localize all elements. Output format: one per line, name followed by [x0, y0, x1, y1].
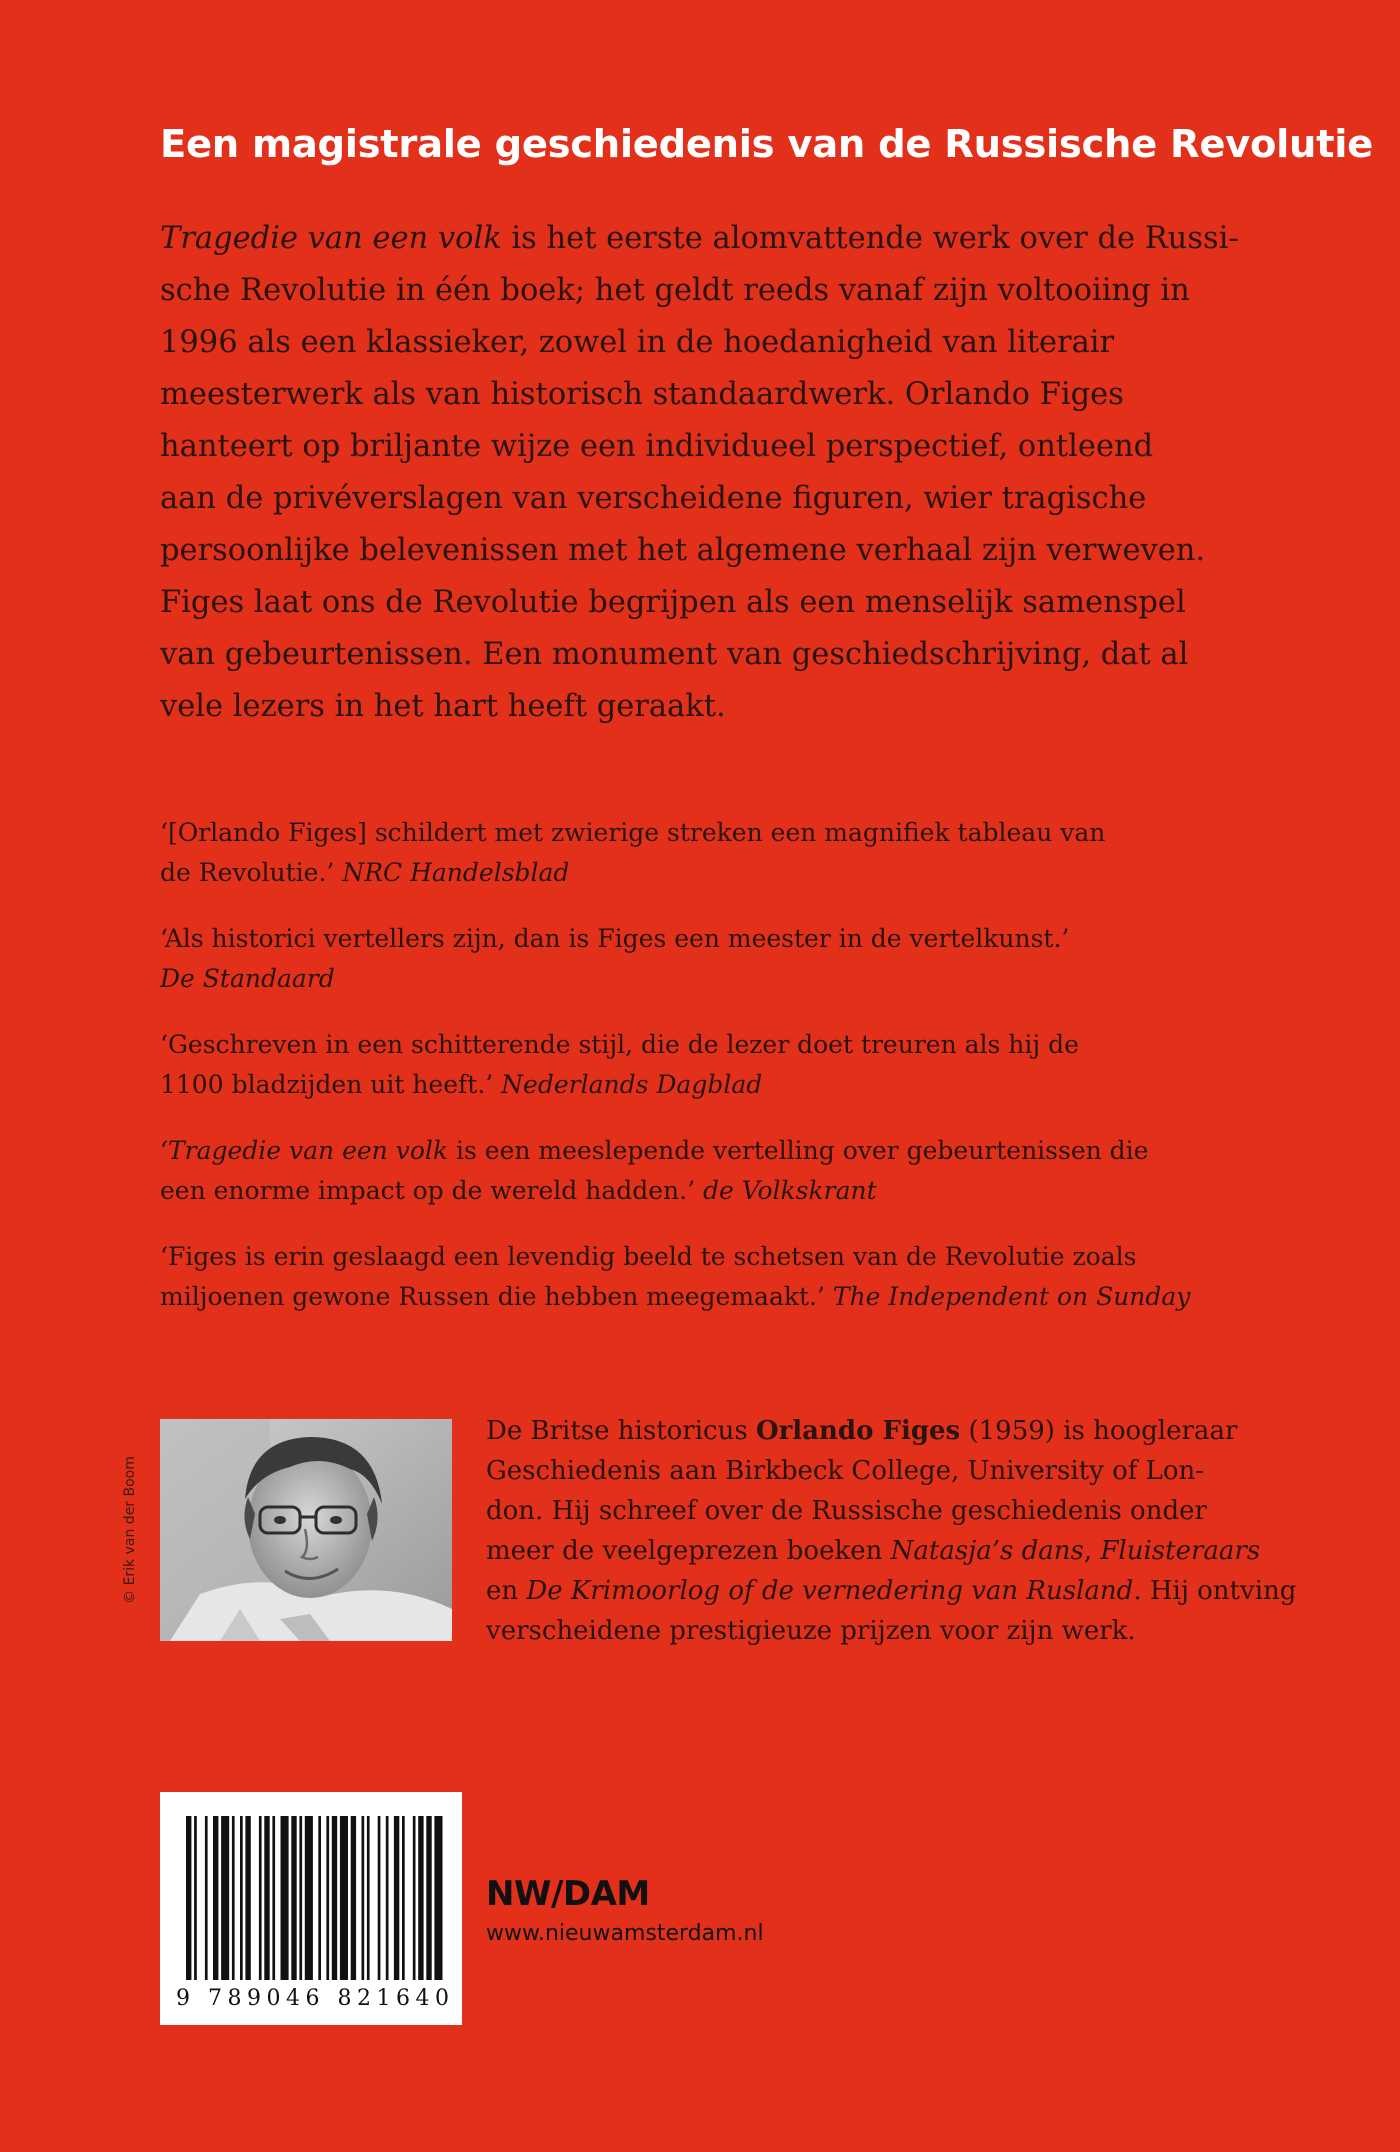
barcode-bar — [205, 1816, 208, 1980]
headline: Een magistrale geschiedenis van de Russische Revolutie — [160, 122, 1373, 167]
author-photo — [160, 1419, 452, 1641]
review-quote: ‘[Orlando Figes] schildert met zwierige streken een magnifiek tableau van de Revolutie.’ NRC Handelsblad — [160, 818, 1106, 887]
description-line: persoonlijke belevenissen met het algemene verhaal zijn verweven. — [160, 533, 1206, 568]
barcode-bar — [213, 1816, 218, 1980]
barcode-bar — [264, 1816, 269, 1980]
isbn-number: 9 789046 821640 — [176, 1986, 455, 2011]
description-line: Figes laat ons de Revolutie begrijpen als een menselijk samenspel — [160, 585, 1186, 620]
publisher-url: www.nieuwamsterdam.nl — [486, 1921, 764, 1946]
barcode-bar — [232, 1816, 235, 1980]
book-title: Natasja’s dans — [890, 1536, 1084, 1566]
barcode-bar — [332, 1816, 337, 1980]
barcode-bar — [272, 1816, 275, 1980]
review-source: NRC Handelsblad — [342, 858, 570, 887]
barcode-bar — [281, 1816, 289, 1980]
review-source: de Volkskrant — [702, 1176, 877, 1205]
publisher-logo: NW/DAM — [486, 1874, 650, 1914]
barcode-bar — [426, 1816, 431, 1980]
barcode-bar — [367, 1816, 370, 1980]
description-line: van gebeurtenissen. Een monument van geschiedschrijving, dat al — [160, 637, 1189, 672]
barcode-bar — [194, 1816, 197, 1980]
isbn-barcode — [160, 1792, 462, 2025]
author-bio: De Britse historicus Orlando Figes (1959) is hoogleraar Geschiedenis aan Birkbeck College, University of Lon- don. Hij schreef over de Russische geschiedenis onder meer de veelgeprezen boeken Natasja’s dans, Fluisteraars en De Krimoorlog of de vernedering van Rusland. Hij ontving verscheidene prestigieuze prijzen voor zijn werk. — [486, 1416, 1297, 1646]
description-line: aan de privéverslagen van verscheidene figuren, wier tragische — [160, 481, 1147, 516]
review-source: Nederlands Dagblad — [501, 1070, 763, 1099]
description-line: vele lezers in het hart heeft geraakt. — [160, 689, 726, 724]
description-line: Tragedie van een volk is het eerste alomvattende werk over de Russi- — [160, 221, 1239, 256]
review-quote: ‘Als historici vertellers zijn, dan is Figes een meester in de vertelkunst.’ De Standaard — [160, 924, 1070, 993]
barcode-bar — [318, 1816, 321, 1980]
barcode-bar — [245, 1816, 250, 1980]
photo-credit: © Erik van der Boom — [122, 1456, 138, 1604]
book-title: De Krimoorlog of de vernedering van Rusland — [526, 1576, 1134, 1606]
review-source: De Standaard — [160, 964, 335, 993]
barcode-bar — [378, 1816, 381, 1980]
description-line: 1996 als een klassieker, zowel in de hoedanigheid van literair — [160, 325, 1115, 360]
barcode-bar — [299, 1816, 302, 1980]
author-portrait-image — [160, 1419, 452, 1641]
barcode-icon — [160, 1792, 462, 1992]
barcode-bar — [340, 1816, 348, 1980]
book-title: Fluisteraars — [1100, 1536, 1261, 1566]
barcode-bar — [413, 1816, 416, 1980]
barcode-bar — [394, 1816, 399, 1980]
barcode-bar — [351, 1816, 356, 1980]
barcode-bar — [326, 1816, 329, 1980]
barcode-bar — [305, 1816, 313, 1980]
review-quote: ‘Tragedie van een volk is een meeslepende vertelling over gebeurtenissen die een enorme impact op de wereld hadden.’ de Volkskrant — [160, 1136, 1149, 1205]
barcode-bar — [434, 1816, 442, 1980]
barcode-bar — [240, 1816, 243, 1980]
description-line: sche Revolutie in één boek; het geldt reeds vanaf zijn voltooiing in — [160, 273, 1190, 308]
barcode-bar — [291, 1816, 296, 1980]
review-quote: ‘Geschreven in een schitterende stijl, die de lezer doet treuren als hij de 1100 bladzijden uit heeft.’ Nederlands Dagblad — [160, 1030, 1079, 1099]
review-quote: ‘Figes is erin geslaagd een levendig beeld te schetsen van de Revolutie zoals miljoenen gewone Russen die hebben meegemaakt.’ The Independent on Sunday — [160, 1242, 1191, 1311]
description-line: meesterwerk als van historisch standaardwerk. Orlando Figes — [160, 377, 1124, 412]
review-quotes — [160, 813, 1280, 1343]
barcode-bar — [186, 1816, 191, 1980]
book-title: Tragedie van een volk — [160, 221, 502, 256]
description — [160, 213, 1280, 733]
barcode-bar — [418, 1816, 423, 1980]
barcode-bar — [386, 1816, 389, 1980]
barcode-bar — [402, 1816, 405, 1980]
description-line: hanteert op briljante wijze een individueel perspectief, ontleend — [160, 429, 1154, 464]
barcode-bar — [259, 1816, 262, 1980]
barcode-bar — [221, 1816, 229, 1980]
barcode-bar — [362, 1816, 365, 1980]
book-title: ‘Tragedie van een volk — [160, 1136, 449, 1165]
review-source: The Independent on Sunday — [832, 1282, 1191, 1311]
author-name: Orlando Figes — [755, 1416, 961, 1446]
